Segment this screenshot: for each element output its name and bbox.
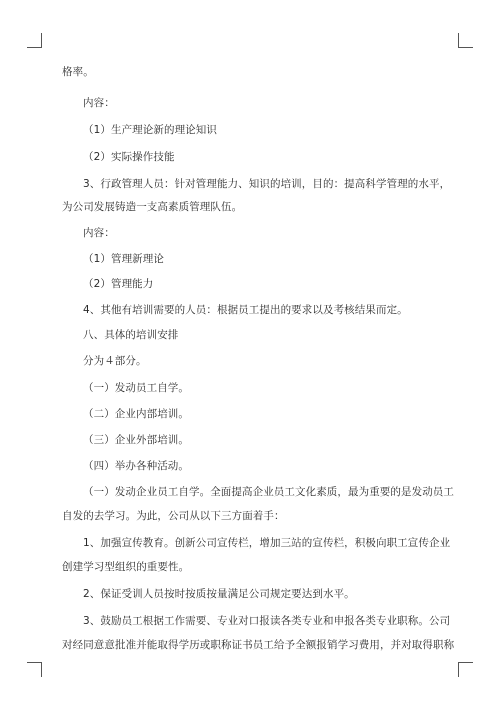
text-line: （1）生产理论新的理论知识 xyxy=(83,124,217,136)
text-line: （2）管理能力 xyxy=(83,278,154,290)
text-line: 4、其他有培训需要的人员：根据员工提出的要求以及考核结果而定。 xyxy=(83,304,408,316)
text-line: 内容： xyxy=(83,227,115,239)
crop-mark-top-left xyxy=(27,33,42,48)
crop-mark-bottom-left xyxy=(27,662,42,677)
text-line: （四）举办各种活动。 xyxy=(83,460,189,472)
text-line: 对经同意意批准并能取得学历或职称证书员工给予全额报销学习费用，并对取得职称 xyxy=(62,639,455,651)
text-line: 为公司发展铸造一支高素质管理队伍。 xyxy=(62,201,243,213)
text-line: 3、鼓励员工根据工作需要、专业对口报读各类专业和申报各类专业职称。公司 xyxy=(83,615,451,627)
text-line: 自发的去学习。为此，公司从以下三方面着手： xyxy=(62,510,285,522)
text-line: （三）企业外部培训。 xyxy=(83,434,189,446)
crop-mark-bottom-right xyxy=(458,662,473,677)
text-line: 2、保证受训人员按时按质按量满足公司规定要达到水平。 xyxy=(83,588,355,600)
crop-mark-top-right xyxy=(458,33,473,48)
text-line: （二）企业内部培训。 xyxy=(83,408,189,420)
section-heading: 八、具体的培训安排 xyxy=(83,329,179,341)
text-line: 格率。 xyxy=(62,66,94,78)
text-line: （1）管理新理论 xyxy=(83,253,164,265)
text-line: 1、加强宣传教育。创新公司宣传栏，增加三站的宣传栏，积极向职工宣传企业 xyxy=(83,537,451,549)
text-line: （一）发动企业员工自学。全面提高企业员工文化素质，最为重要的是发动员工 xyxy=(83,486,454,498)
text-line: （2）实际操作技能 xyxy=(83,151,175,163)
text-line: 分为４部分。 xyxy=(83,355,147,367)
text-line: 创建学习型组织的重要性。 xyxy=(62,561,190,573)
text-line: 3、行政管理人员：针对管理能力、知识的培训，目的：提高科学管理的水平， xyxy=(83,178,451,190)
text-line: （一）发动员工自学。 xyxy=(83,382,189,394)
text-line: 内容： xyxy=(83,97,115,109)
